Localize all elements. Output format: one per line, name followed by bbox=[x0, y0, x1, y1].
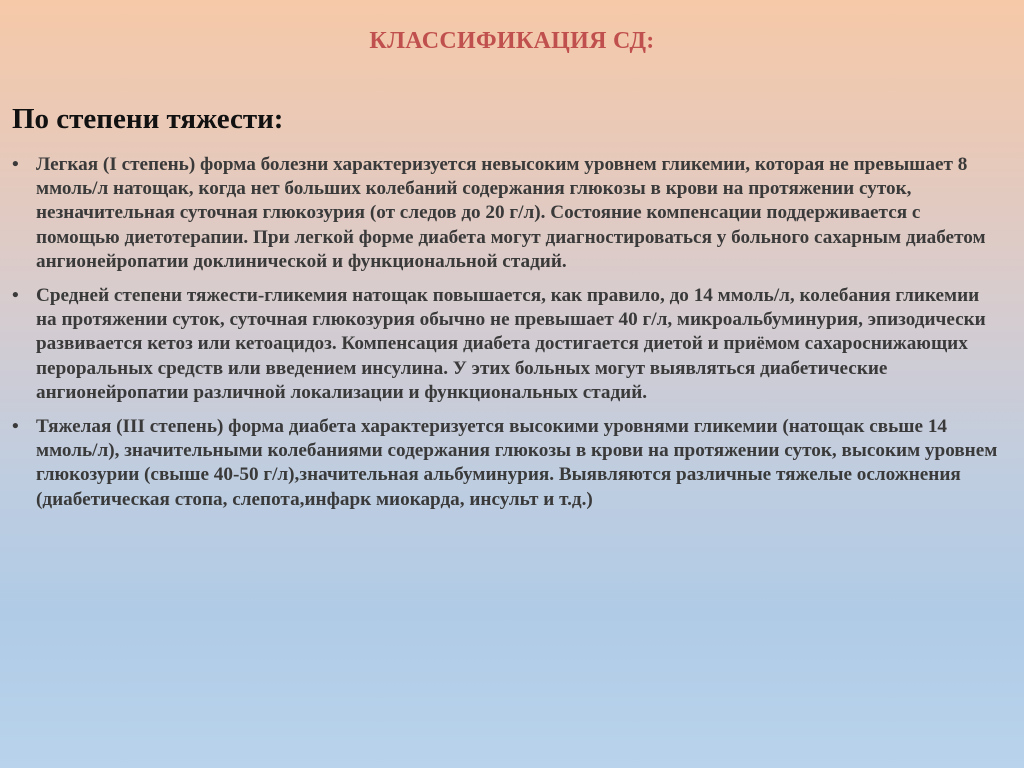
bullet-text-moderate: Средней степени тяжести-гликемия натощак повышается, как правило, до 14 ммоль/л, колебания гликемии на протяжении суток, суточная глюкозурия обычно не превышает 40 г/л, микроальбуминурия, эпизодически развивается кетоз или кетоацидоз. Компенсация диабета достигается диетой и приёмом сахароснижающих пероральных средств или введением инсулина. У этих больных могут выявляться диабетические ангионейропатии различной локализации и функциональных стадий. bbox=[36, 285, 986, 403]
slide-title: КЛАССИФИКАЦИЯ СД: bbox=[369, 28, 655, 54]
bullet-item-moderate bbox=[12, 284, 1002, 405]
section-subtitle: По степени тяжести: bbox=[12, 103, 284, 135]
bullet-item-severe bbox=[12, 415, 1002, 512]
bullet-list bbox=[12, 153, 1002, 522]
bullet-item-mild bbox=[12, 153, 1002, 274]
bullet-dot-icon: • bbox=[12, 416, 19, 438]
bullet-text-mild: Легкая (I степень) форма болезни характеризуется невысоким уровнем гликемии, которая не превышает 8 ммоль/л натощак, когда нет больших колебаний содержания глюкозы в крови на протяжении суток, незначительная суточная глюкозурия (от следов до 20 г/л). Состояние компенсации поддерживается с помощью диетотерапии. При легкой форме диабета могут диагностироваться у больного сахарным диабетом ангионейропатии доклинической и функциональной стадий. bbox=[36, 154, 986, 272]
bullet-dot-icon: • bbox=[12, 154, 19, 175]
bullet-text-severe: Тяжелая (III степень) форма диабета характеризуется высокими уровнями гликемии (натощак свьше 14 ммоль/л), значительными колебаниями содержания глюкозы в крови на протяжении суток, высоким уровнем глюкозурии (свыше 40-50 г/л),значительная альбуминурия. Выявляются различные тяжелые осложнения (диабетическая стопа, слепота,инфарк миокарда, инсульт и т.д.) bbox=[36, 416, 998, 510]
bullet-dot-icon: • bbox=[12, 285, 19, 307]
